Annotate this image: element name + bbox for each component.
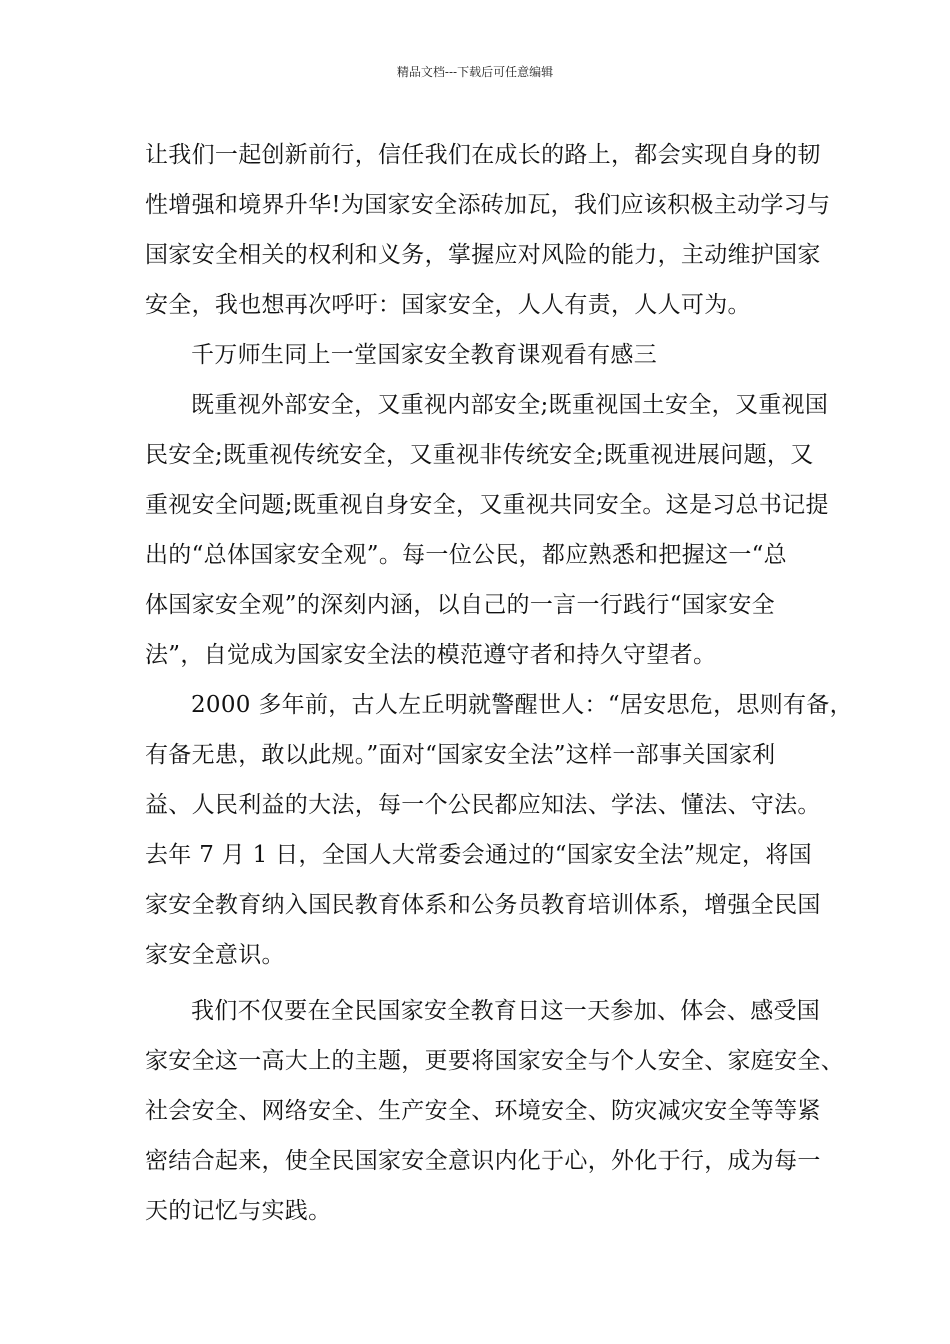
text-line: 法”，自觉成为国家安全法的模范遵守者和持久守望者。 [145,642,717,668]
text-line: 既重视外部安全，又重视内部安全;既重视国土安全，又重视国 [191,392,829,418]
text-line: 有备无患，敢以此规。”面对“国家安全法”这样一部事关国家利 [145,742,776,768]
text-line: 性增强和境界升华!为国家安全添砖加瓦，我们应该积极主动学习与 [145,192,831,218]
text-line: 密结合起来，使全民国家安全意识内化于心，外化于行，成为每一 [145,1148,821,1174]
text-line: 安全，我也想再次呼吁：国家安全，人人有责，人人可为。 [145,292,751,318]
document-header: 精品文档---下载后可任意编辑 [396,65,554,79]
text-line: 家安全教育纳入国民教育体系和公务员教育培训体系，增强全民国 [145,892,821,918]
document-body [145,130,853,1236]
text-line: 家安全意识。 [145,942,285,968]
text-line: 我们不仅要在全民国家安全教育日这一天参加、体会、感受国 [191,998,821,1024]
section-heading: 千万师生同上一堂国家安全教育课观看有感三 [191,342,657,368]
text-line: 社会安全、网络安全、生产安全、环境安全、防灾减灾安全等等紧 [145,1098,821,1124]
text-line: 去年 7 月 1 日，全国人大常委会通过的“国家安全法”规定，将国 [145,842,812,868]
text-line: 国家安全相关的权利和义务，掌握应对风险的能力，主动维护国家 [145,242,821,268]
text-line: 益、人民利益的大法，每一个公民都应知法、学法、懂法、守法。 [145,792,821,818]
text-line: 家安全这一高大上的主题，更要将国家安全与个人安全、家庭安全、 [145,1048,844,1074]
text-line: 天的记忆与实践。 [145,1198,332,1224]
text-line: 民安全;既重视传统安全，又重视非传统安全;既重视进展问题，又 [145,442,814,468]
text-line: 2000 多年前，古人左丘明就警醒世人：“居安思危，思则有备， [191,692,853,718]
text-line: 重视安全问题;既重视自身安全，又重视共同安全。这是习总书记提 [145,492,829,518]
text-line: 出的“总体国家安全观”。每一位公民，都应熟悉和把握这一“总 [145,542,787,568]
text-line: 体国家安全观”的深刻内涵，以自己的一言一行践行“国家安全 [145,592,775,618]
text-line: 让我们一起创新前行，信任我们在成长的路上，都会实现自身的韧 [145,142,821,168]
